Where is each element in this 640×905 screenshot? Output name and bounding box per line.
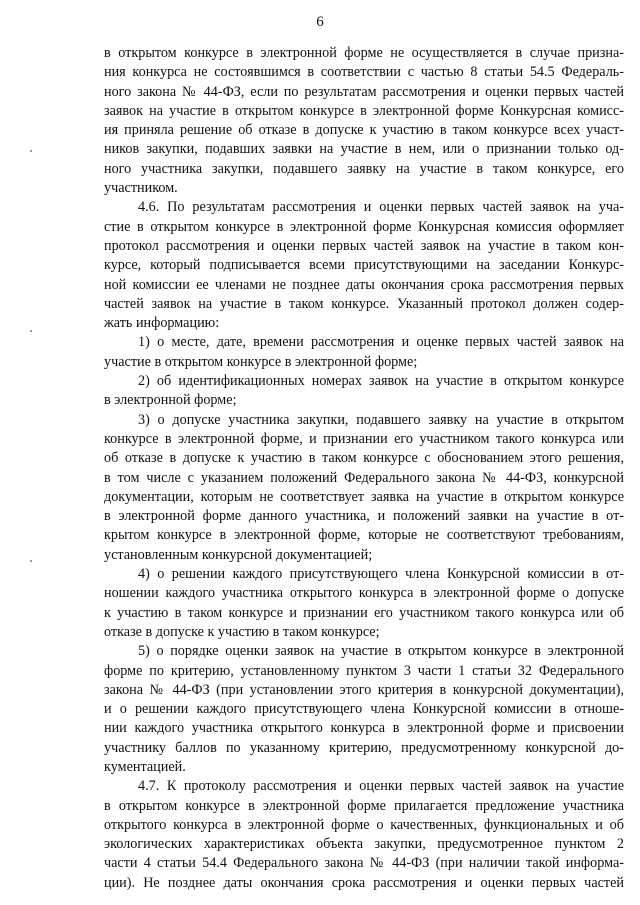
text-line: крытом конкурсе в электронной форме, которые не соответствуют требованиям,: [104, 527, 624, 544]
text-line: частей заявок на участие в таком конкурсе. Указанный протокол должен содер-: [104, 295, 624, 312]
text-line: в открытом конкурсе в электронной форме прилагается предложение участника: [104, 797, 624, 814]
text-line: ния конкурса не состоявшимся в соответствии с частью 8 статьи 54.5 Федераль-: [104, 64, 624, 81]
text-line: протокол рассмотрения и оценки первых частей заявок на участие в таком кон-: [104, 237, 624, 254]
text-line: и о решении каждого присутствующего члена Конкурсной комиссии в отноше-: [104, 701, 624, 718]
text-line: участие в открытом конкурсе в электронной форме;: [104, 353, 418, 370]
text-line: ного участника закупки, подавшего заявку на участие в таком конкурсе, его: [104, 160, 624, 177]
list-item-2: 2) об идентификационных номерах заявок на участие в открытом конкурсе: [138, 373, 624, 390]
list-item-3: 3) о допуске участника закупки, подавшего заявку на участие в открытом: [138, 411, 624, 428]
document-body: [104, 44, 624, 893]
text-line: форме по критерию, установленному пунктом 3 части 1 статьи 32 Федерального: [104, 662, 624, 679]
text-line: участнику баллов по указанному критерию, предусмотренному конкурсной до-: [104, 739, 624, 756]
text-line: в открытом конкурсе в электронной форме не осуществляется в случае призна-: [104, 45, 624, 61]
list-item-5: 5) о порядке оценки заявок на участие в открытом конкурсе в электронной: [138, 643, 624, 660]
text-line: части 4 статьи 54.4 Федерального закона № 44-ФЗ (при наличии такой информа-: [104, 855, 624, 872]
text-line: ношении каждого участника открытого конкурса в электронной форме о допуске: [104, 585, 624, 602]
text-line: об отказе в допуске к участию в таком конкурсе с обоснованием этого решения,: [104, 450, 624, 467]
text-line: к участию в таком конкурсе и признании его участником такого конкурса или об: [104, 604, 624, 621]
text-line: в электронной форме данного участника, и положений заявки на участие в от-: [104, 508, 624, 525]
text-line: отказе в допуске к участию в таком конкурсе;: [104, 623, 380, 640]
text-line: закона № 44-ФЗ (при установлении этого критерия в конкурсной документации),: [104, 681, 624, 698]
text-line: кументацией.: [104, 758, 186, 775]
text-line: документации, которым не соответствует заявка на участие в открытом конкурсе: [104, 488, 624, 505]
text-line: стие в открытом конкурсе в электронной форме Конкурсная комиссия оформляет: [104, 218, 624, 235]
text-line: открытого конкурса в электронной форме о качественных, функциональных и об: [104, 816, 624, 833]
text-line: жать информацию:: [104, 315, 220, 332]
list-item-1: 1) о месте, дате, времени рассмотрения и оценке первых частей заявок на: [138, 334, 624, 351]
text-line: конкурсе в электронной форме, и признании его участником такого конкурса или: [104, 430, 624, 447]
paragraph-4-7-start: 4.7. К протоколу рассмотрения и оценки первых частей заявок на участие: [138, 778, 624, 795]
page-number: 6: [316, 14, 324, 30]
text-line: ного закона № 44-ФЗ, если по результатам рассмотрения и оценки первых частей: [104, 83, 624, 100]
text-line: ной комиссии ее членами не позднее даты окончания срока рассмотрения первых: [104, 276, 624, 293]
text-line: заявок на участие в открытом конкурсе в электронной форме Конкурсная комисс-: [104, 102, 624, 119]
text-line: установленным конкурсной документацией;: [104, 546, 373, 563]
text-line: нии каждого участника открытого конкурса в электронной форме и присвоении: [104, 720, 624, 737]
text-line: ции). Не позднее даты окончания срока рассмотрения и оценки первых частей: [104, 874, 624, 891]
paragraph-4-6-start: 4.6. По результатам рассмотрения и оценки первых частей заявок на уча-: [138, 199, 624, 216]
text-line: экологических характеристиках объекта закупки, предусмотренное пунктом 2: [104, 836, 624, 853]
text-line: в том числе с указанием положений Федерального закона № 44-ФЗ, конкурсной: [104, 469, 624, 486]
text-line: в электронной форме;: [104, 392, 237, 409]
text-line: ия приняла решение об отказе в допуске к участию в таком конкурсе всех участ-: [104, 122, 624, 139]
text-line: ников закупки, подавших заявки на участие в нем, или о признании только од-: [104, 141, 624, 158]
text-line: курсе, который подписывается всеми присутствующими на заседании Конкурс-: [104, 257, 624, 274]
text-line: участником.: [104, 180, 178, 197]
list-item-4: 4) о решении каждого присутствующего члена Конкурсной комиссии в от-: [138, 566, 624, 583]
